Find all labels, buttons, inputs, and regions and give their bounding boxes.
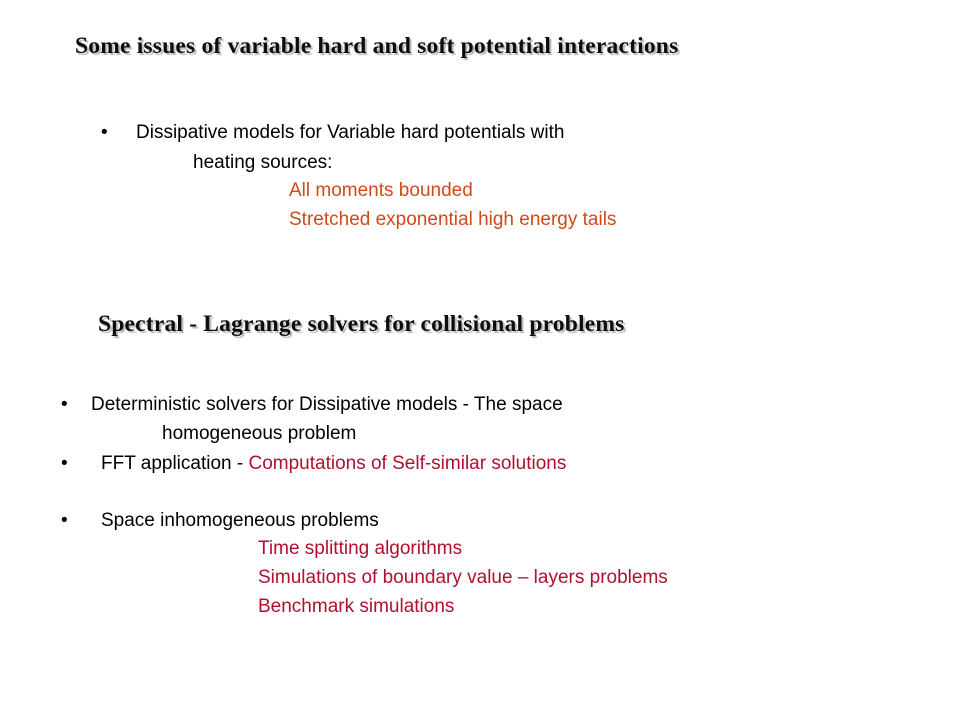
s2-item-benchmark: Benchmark simulations	[258, 596, 455, 617]
s2-bullet1-line2: homogeneous problem	[162, 423, 357, 444]
section1-title: Some issues of variable hard and soft potential interactions	[75, 33, 679, 59]
bullet-marker: •	[61, 510, 68, 531]
s2-item-boundary-simulations: Simulations of boundary value – layers problems	[258, 567, 668, 588]
s2-bullet2-highlight: Computations of Self-similar solutions	[248, 453, 567, 474]
section2-title: Spectral - Lagrange solvers for collisional problems	[98, 311, 625, 337]
bullet-marker: •	[101, 122, 108, 143]
s1-bullet-line1: Dissipative models for Variable hard potentials with	[136, 122, 565, 143]
s2-bullet1-line1: Deterministic solvers for Dissipative models - The space	[91, 394, 563, 415]
s1-highlight-moments: All moments bounded	[289, 180, 473, 201]
s2-bullet2-prefix: FFT application -	[101, 453, 249, 474]
s1-highlight-tails: Stretched exponential high energy tails	[289, 209, 617, 230]
bullet-marker: •	[61, 394, 68, 415]
s2-bullet2	[101, 453, 566, 475]
s1-bullet-line2: heating sources:	[193, 152, 333, 173]
s2-bullet3-line1: Space inhomogeneous problems	[101, 510, 379, 531]
s2-item-time-splitting: Time splitting algorithms	[258, 538, 463, 559]
bullet-marker: •	[61, 453, 68, 474]
